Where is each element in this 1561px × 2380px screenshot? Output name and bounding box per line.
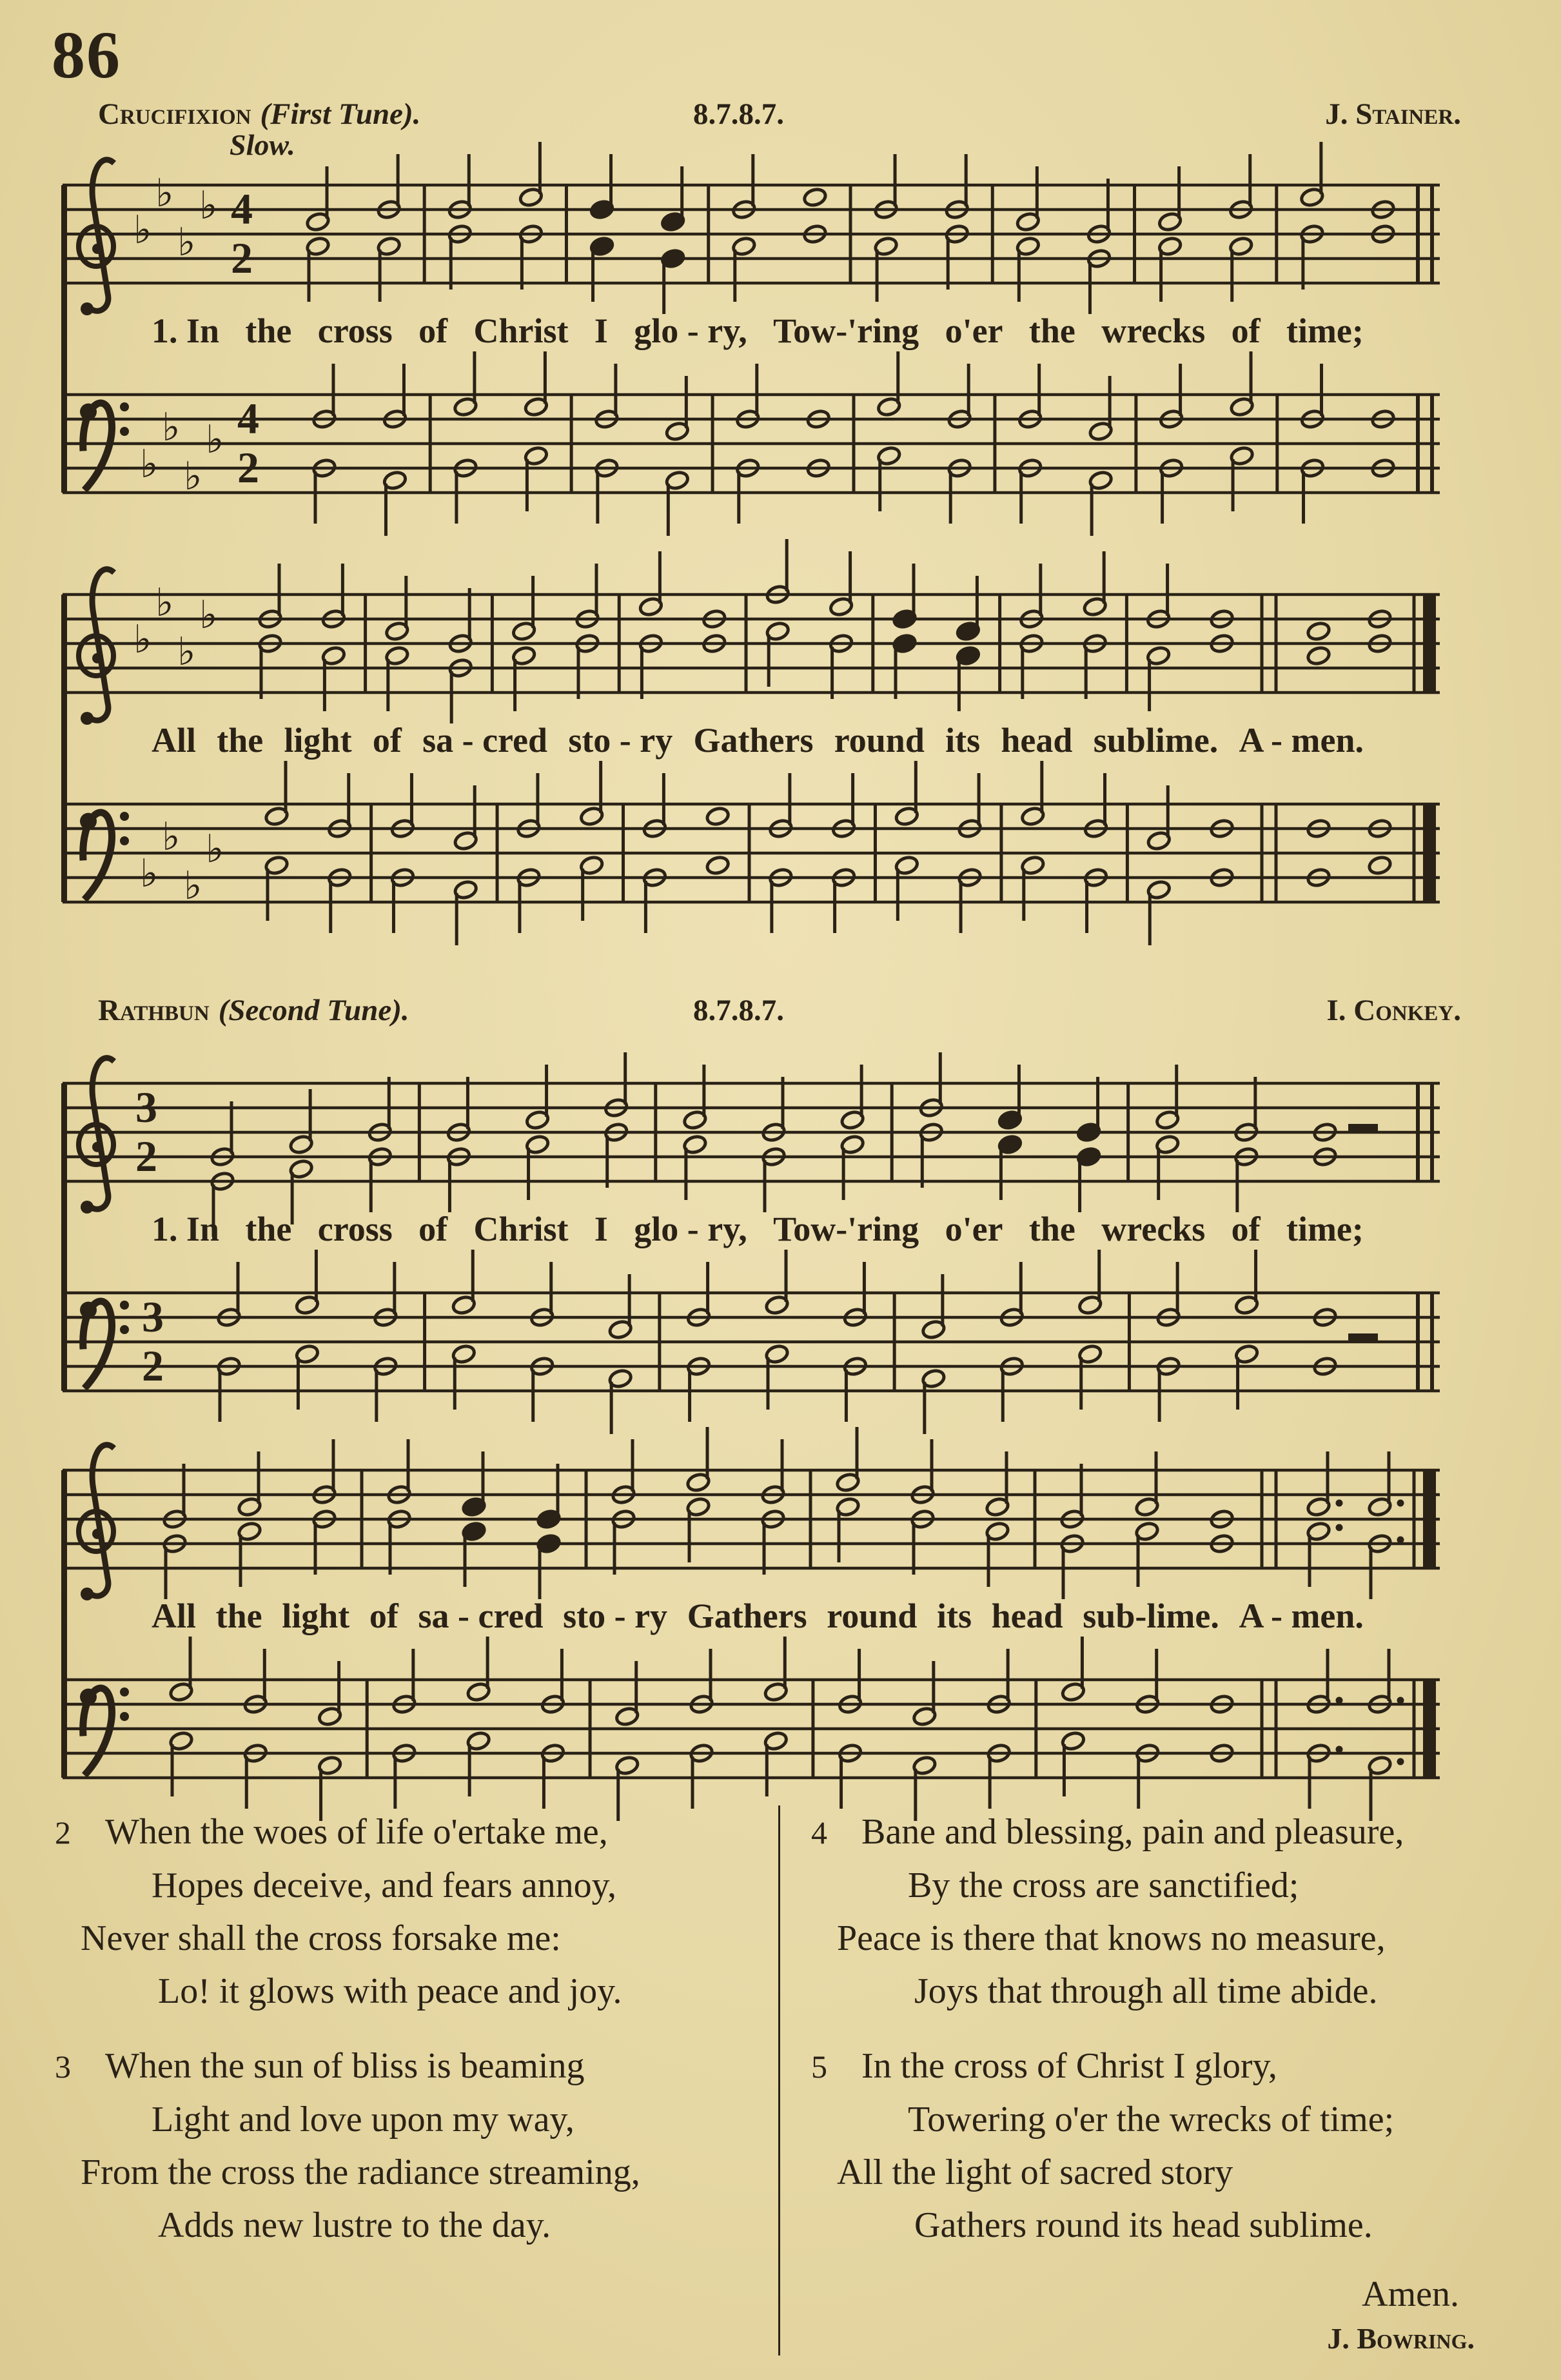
verses-right-column — [778, 1805, 1504, 2355]
verses-left-column — [55, 1805, 778, 2355]
verse-line: From the cross the radiance streaming, — [81, 2152, 640, 2192]
lyric-syllable: its — [937, 1596, 972, 1635]
svg-text:3: 3 — [142, 1292, 164, 1341]
lyric-syllable: A - men. — [1239, 1596, 1364, 1635]
hymn2-header — [0, 993, 1561, 1030]
amen-text: Amen. — [1362, 2274, 1459, 2314]
lyric-line-2 — [61, 716, 1441, 764]
verse-line: Adds new lustre to the day. — [158, 2205, 551, 2245]
lyric-syllable: All — [152, 1596, 197, 1635]
hymn2-tune-label: (Second Tune). — [218, 994, 409, 1027]
verse-line: Towering o'er the wrecks of time; — [908, 2100, 1395, 2139]
lyric-syllable: glo - ry, — [634, 311, 747, 350]
verse-number: 2 — [55, 1815, 71, 1851]
verse-2 — [55, 1805, 767, 2018]
lyric-syllable: the — [1028, 311, 1075, 350]
svg-text:4: 4 — [231, 184, 253, 233]
verse-line: Peace is there that knows no measure, — [837, 1918, 1386, 1958]
lyric-syllable: Gathers — [693, 720, 814, 760]
lyric-syllable: light — [282, 1596, 350, 1635]
svg-text:♭: ♭ — [133, 208, 152, 253]
lyric-syllable: the — [217, 720, 264, 760]
lyric-syllable: of — [369, 1596, 398, 1635]
lyric-syllable: the — [245, 311, 292, 350]
svg-text:♭: ♭ — [177, 629, 196, 674]
lyric-syllable: head — [1001, 720, 1073, 760]
verse-line: 5 In the cross of Christ I glory, — [811, 2040, 1504, 2093]
lyric-syllable: sub-lime. — [1083, 1596, 1219, 1635]
verse-line: Lo! it glows with peace and joy. — [158, 1971, 622, 2011]
hymn2-composer: I. Conkey. — [1326, 994, 1461, 1027]
lyric-syllable: the — [245, 1209, 292, 1248]
lyric-syllable: of — [1231, 1209, 1261, 1248]
hymn-author: J. Bowring. — [1327, 2322, 1475, 2355]
bass-staff — [61, 355, 1441, 516]
lyric-syllable: Tow-'ring — [773, 1209, 919, 1248]
svg-text:♭: ♭ — [140, 851, 159, 896]
lyric-syllable: round — [827, 1596, 918, 1635]
verse-number: 3 — [55, 2049, 71, 2085]
svg-text:♭: ♭ — [206, 827, 224, 872]
svg-text:2: 2 — [135, 1132, 157, 1181]
svg-text:4: 4 — [237, 394, 259, 443]
svg-text:2: 2 — [231, 233, 253, 282]
svg-text:♭: ♭ — [199, 183, 218, 228]
lyric-syllable: sa - cred — [418, 1596, 544, 1635]
lyric-syllable: wrecks — [1101, 311, 1206, 350]
svg-text:♭: ♭ — [177, 220, 196, 265]
bass-staff — [61, 1640, 1441, 1801]
lyric-syllable: of — [372, 720, 402, 760]
lyric-syllable: A - men. — [1239, 720, 1364, 760]
svg-text:♭: ♭ — [133, 617, 152, 662]
svg-text:3: 3 — [135, 1083, 157, 1132]
tempo-marking: Slow. — [230, 128, 295, 161]
lyric-syllable: wrecks — [1101, 1209, 1206, 1248]
svg-text:♭: ♭ — [162, 814, 181, 860]
verse-line: All the light of sacred story — [837, 2152, 1233, 2192]
lyric-syllable: of — [1231, 311, 1261, 350]
lyric-syllable: glo - ry, — [634, 1209, 747, 1248]
lyric-syllable: Gathers — [687, 1596, 807, 1635]
lyric-syllable: I — [594, 1209, 608, 1248]
music-system-rathbun-1 — [61, 1043, 1441, 1414]
bass-staff — [61, 1253, 1441, 1414]
verse-line: Never shall the cross forsake me: — [81, 1918, 561, 1958]
music-system-crucifixion-1 — [61, 145, 1441, 516]
lyric-syllable: time; — [1286, 1209, 1364, 1248]
lyric-line-4 — [61, 1591, 1441, 1640]
verse-3 — [55, 2040, 767, 2252]
bass-staff — [61, 764, 1441, 925]
treble-staff — [61, 145, 1441, 306]
verse-number: 5 — [811, 2049, 827, 2085]
lyric-syllable: Christ — [473, 311, 569, 350]
lyric-syllable: 1. In — [152, 311, 220, 350]
lyric-syllable: Tow-'ring — [773, 311, 919, 350]
lyric-syllable: of — [418, 1209, 448, 1248]
svg-text:♭: ♭ — [162, 405, 181, 450]
lyric-syllable: time; — [1286, 311, 1364, 350]
lyric-syllable: head — [991, 1596, 1063, 1635]
lyric-line-3 — [61, 1205, 1441, 1253]
lyric-syllable: Christ — [473, 1209, 569, 1248]
lyric-syllable: I — [594, 311, 608, 350]
hymn1-composer: J. Stainer. — [1325, 97, 1461, 131]
svg-text:♭: ♭ — [155, 171, 174, 216]
lyric-syllable: round — [834, 720, 925, 760]
lyric-syllable: cross — [317, 311, 393, 350]
hymn2-title: Rathbun (Second Tune). — [98, 994, 409, 1027]
page-number: 86 — [52, 18, 121, 92]
treble-staff — [61, 1430, 1441, 1591]
verse-line: 4 Bane and blessing, pain and pleasure, — [811, 1805, 1504, 1859]
lyric-syllable: 1. In — [152, 1209, 220, 1248]
hymn1-title: Crucifixion (First Tune). — [98, 97, 421, 131]
verse-line: Joys that through all time abide. — [914, 1971, 1378, 2011]
verse-5 — [811, 2040, 1504, 2252]
svg-text:♭: ♭ — [184, 454, 202, 499]
verse-line: Hopes deceive, and fears annoy, — [152, 1865, 616, 1905]
lyric-syllable: light — [284, 720, 352, 760]
svg-text:♭: ♭ — [199, 593, 218, 638]
lyric-syllable: the — [1028, 1209, 1075, 1248]
lyric-syllable: o'er — [945, 1209, 1003, 1248]
lyric-line-1 — [61, 306, 1441, 355]
svg-text:♭: ♭ — [155, 580, 174, 625]
lyric-syllable: of — [418, 311, 448, 350]
svg-text:2: 2 — [237, 443, 259, 492]
svg-text:♭: ♭ — [184, 863, 202, 909]
verse-number: 4 — [811, 1815, 827, 1851]
verse-line: Light and love upon my way, — [152, 2100, 574, 2139]
lyric-syllable: sto - ry — [563, 1596, 668, 1635]
music-system-crucifixion-2 — [61, 555, 1441, 925]
lyric-syllable: o'er — [945, 311, 1003, 350]
svg-text:♭: ♭ — [140, 442, 159, 487]
verse-line: Gathers round its head sublime. — [914, 2205, 1373, 2245]
lyric-syllable: All — [152, 720, 197, 760]
svg-text:♭: ♭ — [206, 417, 224, 462]
lyric-syllable: sa - cred — [422, 720, 548, 760]
verse-line: 2 When the woes of life o'ertake me, — [55, 1805, 767, 1859]
lyric-syllable: cross — [317, 1209, 393, 1248]
lyric-syllable: sublime. — [1093, 720, 1219, 760]
verses-section — [55, 1805, 1504, 2355]
hymn1-meter: 8.7.8.7. — [693, 97, 784, 131]
verse-line: 3 When the sun of bliss is beaming — [55, 2040, 767, 2093]
music-system-rathbun-2 — [61, 1430, 1441, 1801]
svg-text:2: 2 — [142, 1341, 164, 1390]
hymn1-tune-label: (First Tune). — [260, 97, 421, 131]
lyric-syllable: sto - ry — [568, 720, 673, 760]
verse-4 — [811, 1805, 1504, 2018]
verse-line: By the cross are sanctified; — [908, 1865, 1299, 1905]
treble-staff — [61, 1043, 1441, 1205]
treble-staff — [61, 555, 1441, 716]
lyric-syllable: its — [945, 720, 981, 760]
lyric-syllable: the — [215, 1596, 262, 1635]
hymn2-meter: 8.7.8.7. — [693, 994, 784, 1027]
